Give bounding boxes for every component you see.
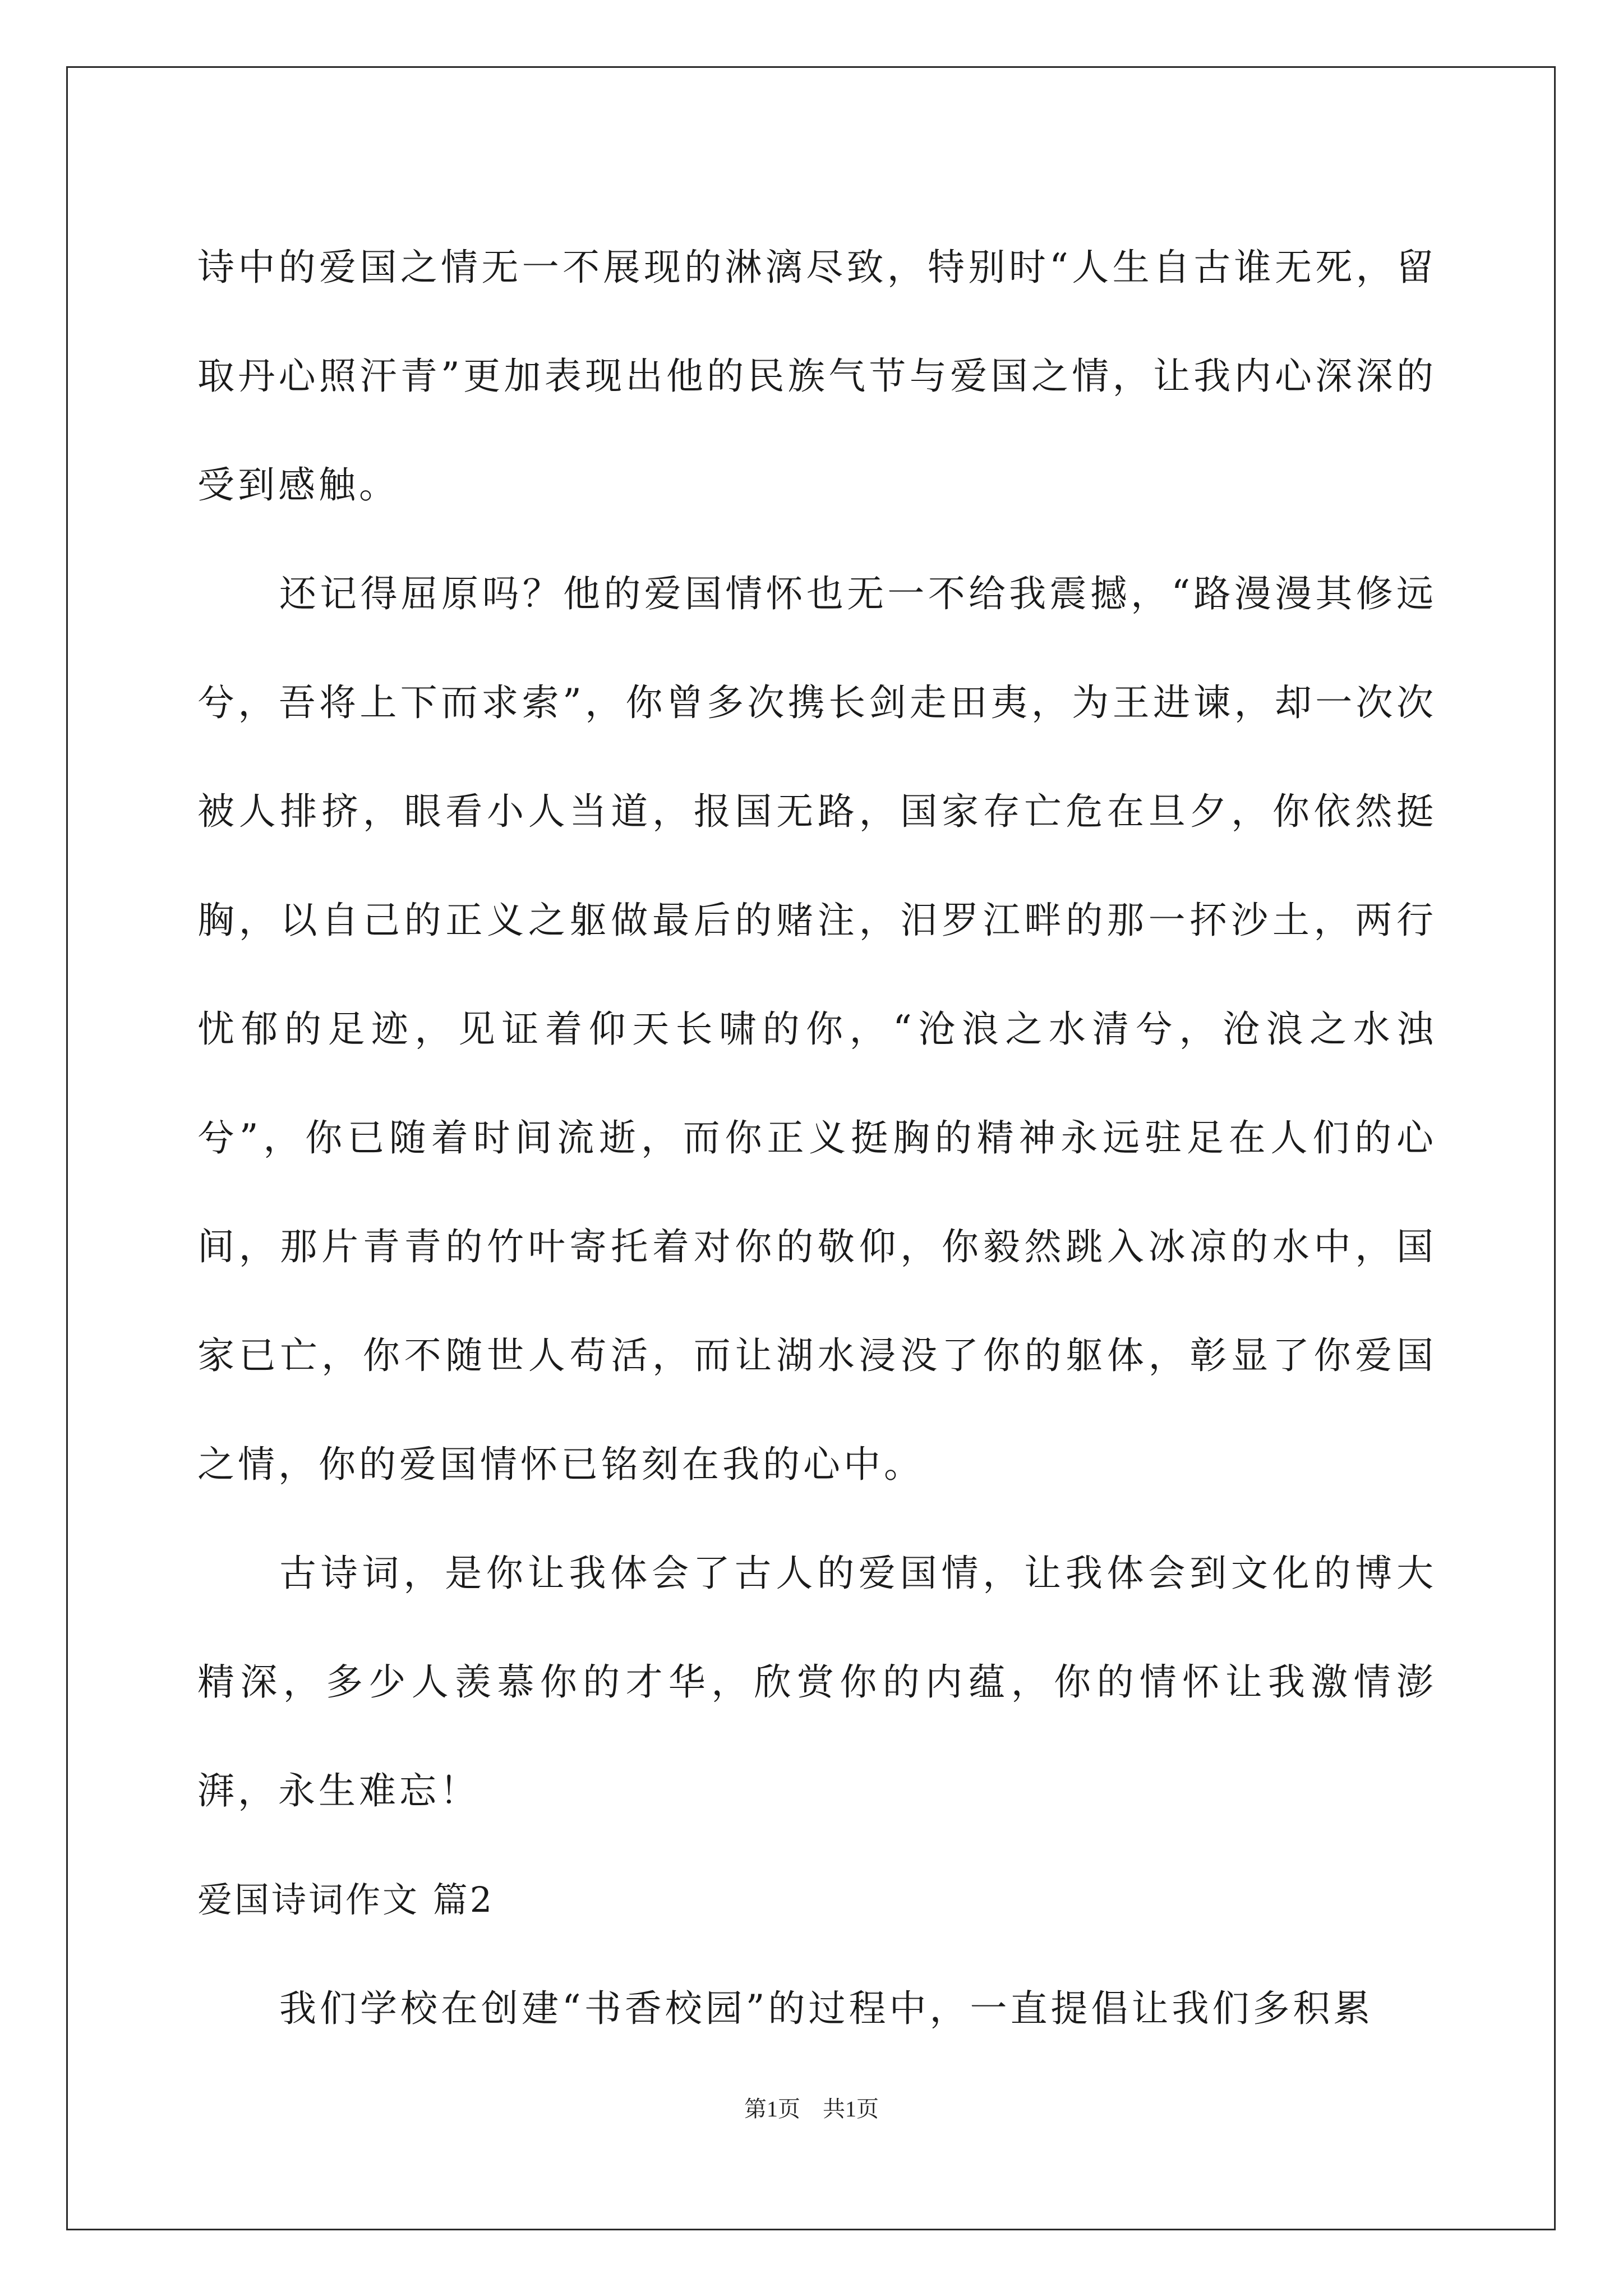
document-body — [197, 213, 1437, 2063]
section-heading: 爱国诗词作文 篇2 — [197, 1879, 495, 1920]
paragraph-2: 还记得屈原吗？他的爱国情怀也无一不给我震撼，“路漫漫其修远兮，吾将上下而求索”，你曾多次携长剑走田夷，为王进谏，却一次次被人排挤，眼看小人当道，报国无路，国家存亡危在旦夕，你依然挺胸，以自己的正义之躯做最后的赌注，汨罗江畔的那一抔沙土，两行忧郁的足迹，见证着仰天长啸的你，“沧浪之水清兮，沧浪之水浊兮”，你已随着时间流逝，而你正义挺胸的精神永远驻足在人们的心间，那片青青的竹叶寄托着对你的敬仰，你毅然跳入冰凉的水中，国家已亡，你不随世人苟活，而让湖水浸没了你的躯体，彰显了你爱国之情，你的爱国情怀已铭刻在我的心中。 — [197, 572, 1437, 1486]
paragraph-3: 古诗词，是你让我体会了古人的爱国情，让我体会到文化的博大精深，多少人羡慕你的才华，欣赏你的内蕴，你的情怀让我激情澎湃，永生难忘！ — [197, 1552, 1437, 1812]
page-footer: 第1页 共1页 — [744, 2096, 879, 2122]
paragraph-1: 诗中的爱国之情无一不展现的淋漓尽致，特别时“人生自古谁无死，留取丹心照汗青”更加表现出他的民族气节与爱国之情，让我内心深深的受到感触。 — [197, 246, 1437, 507]
paragraph-4: 我们学校在创建“书香校园”的过程中，一直提倡让我们多积累 — [279, 1987, 1374, 2030]
